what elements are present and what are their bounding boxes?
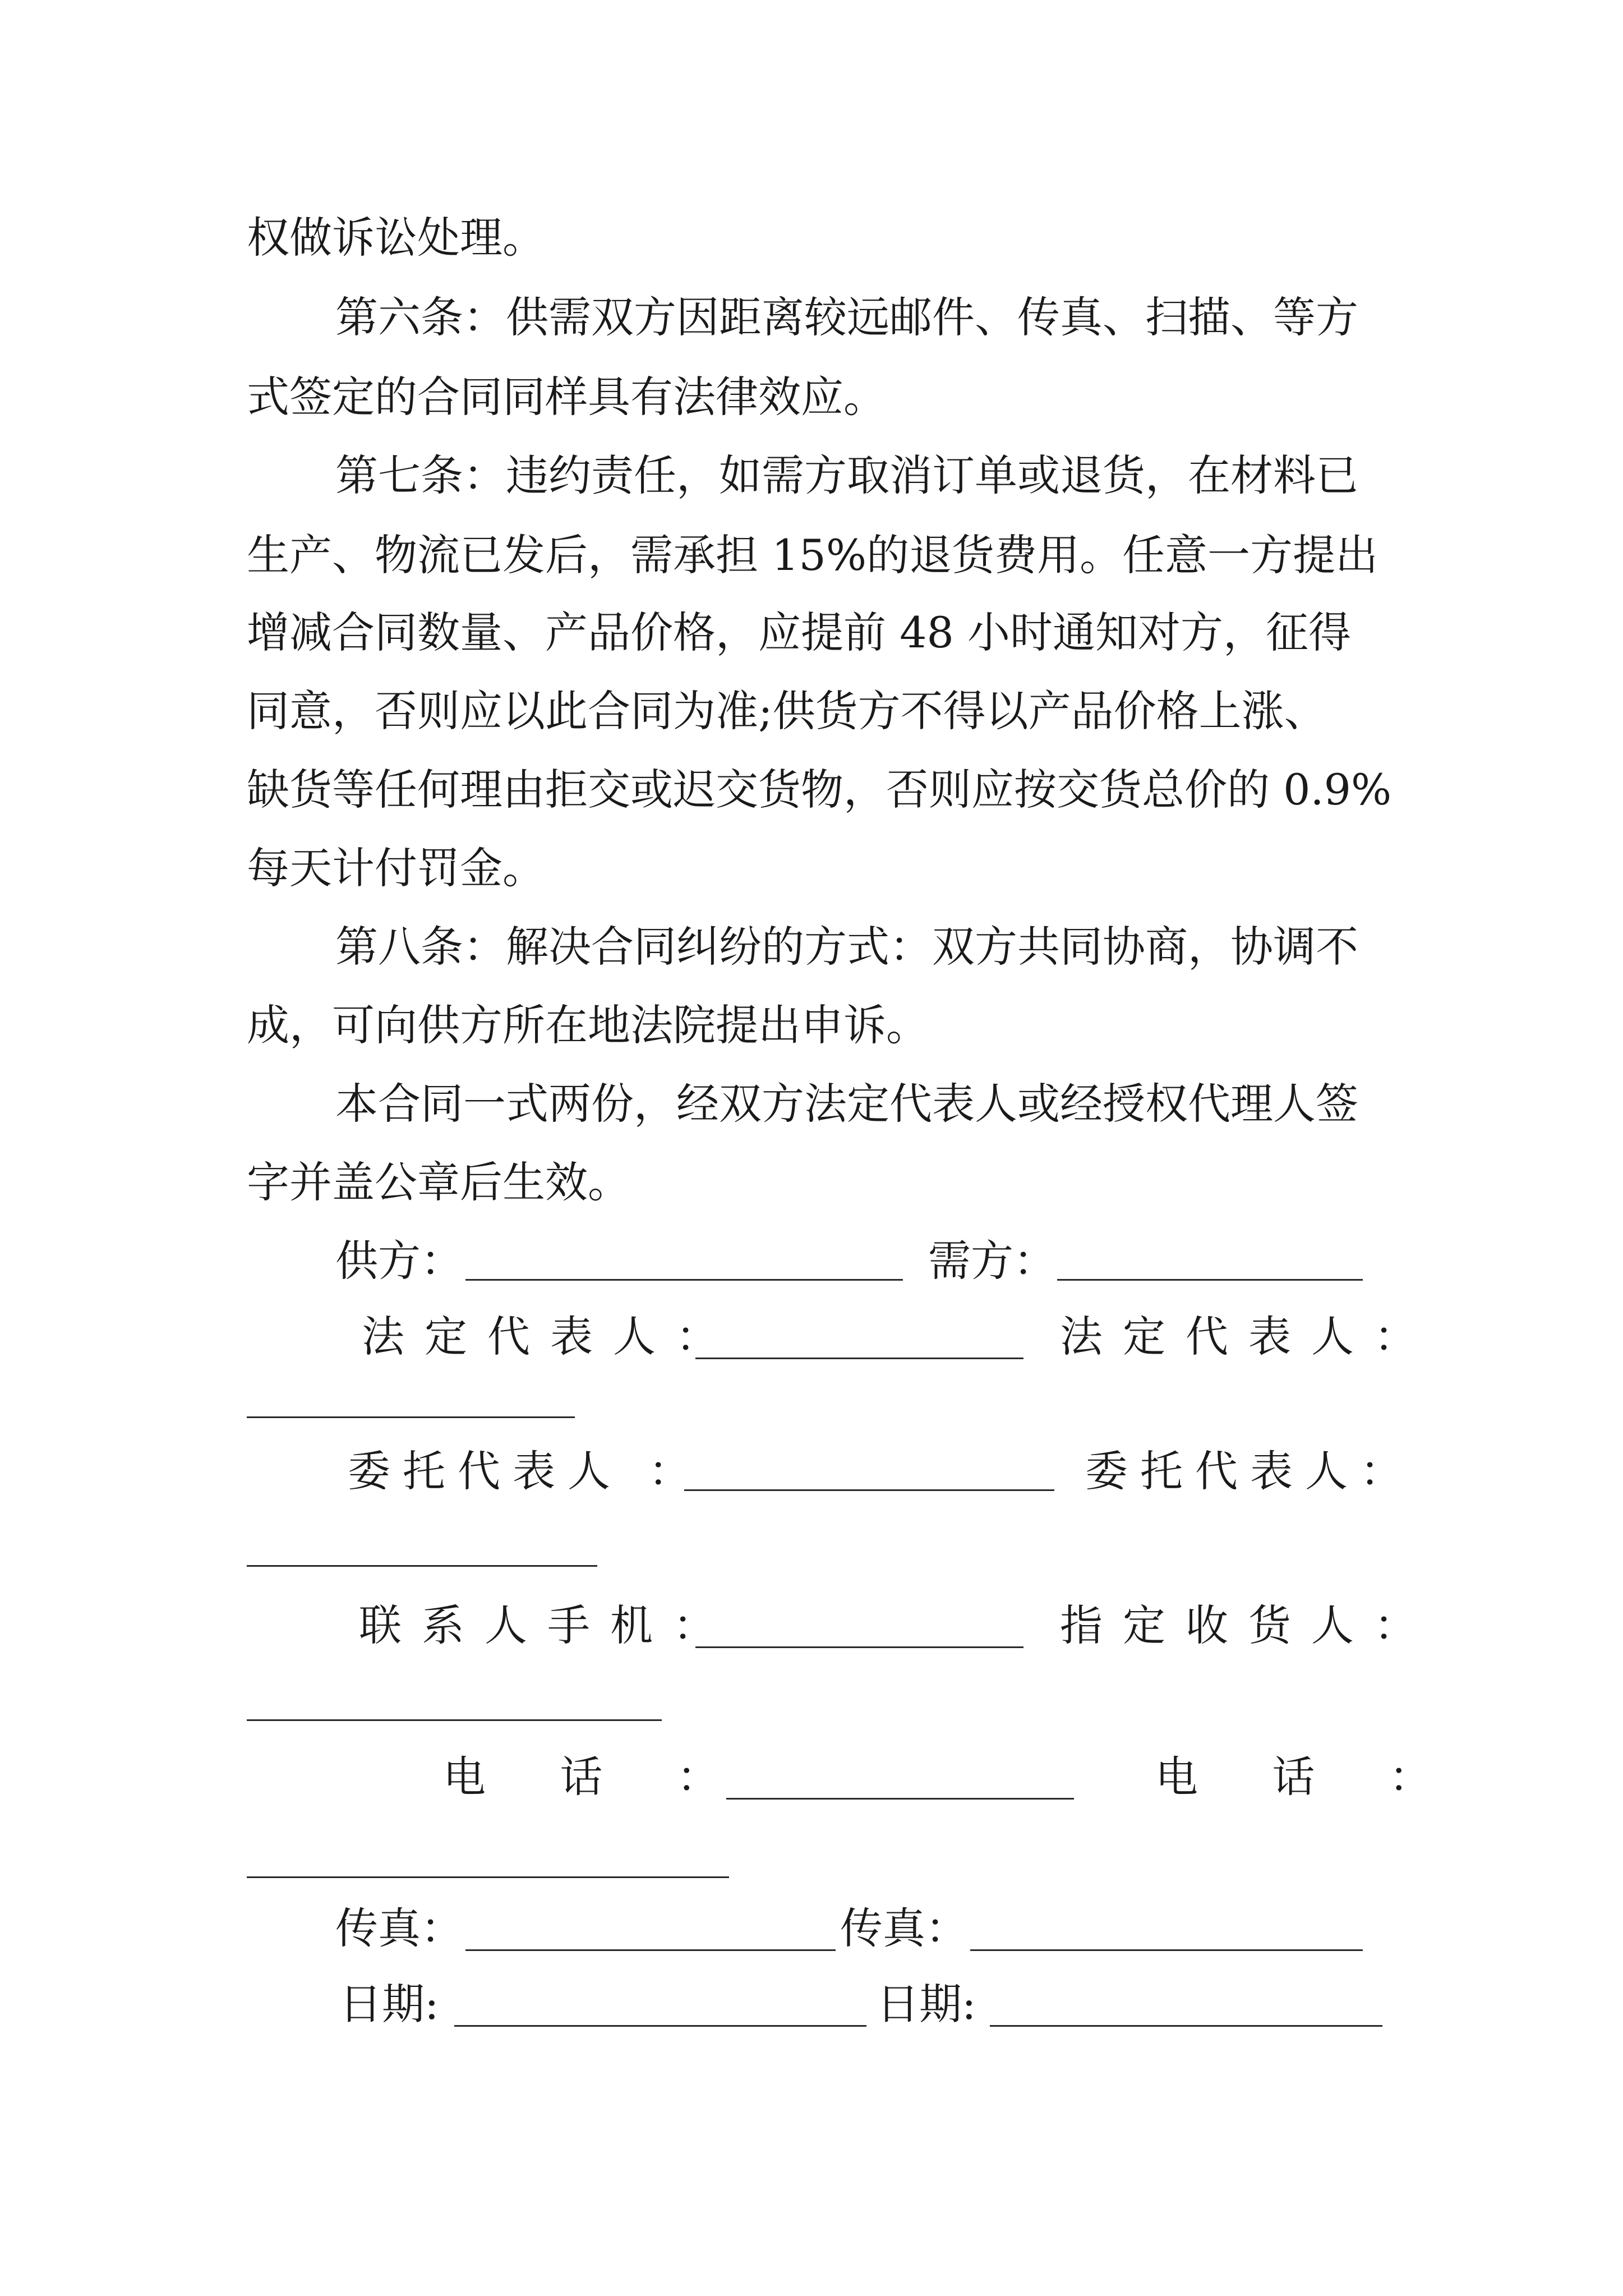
supplier-phone-label: 电 话 ： (443, 1752, 735, 1802)
buyer-fax-label: 传真： (840, 1903, 968, 1953)
supplier-fax-label: 传真： (335, 1903, 463, 1953)
article-7-line-6: 每天计付罚金。 (247, 843, 545, 893)
supplier-phone-line (726, 1798, 1074, 1800)
supplier-legal-rep-label: 法定代表人： (362, 1312, 739, 1361)
article-7-line-3: 增减合同数量、产品价格，应提前 48 小时通知对方，征得 (247, 608, 1352, 657)
buyer-entrusted-rep-line (247, 1565, 597, 1567)
buyer-date-line (990, 2025, 1382, 2027)
supplier-legal-rep-line (695, 1358, 1023, 1359)
buyer-label: 需方： (928, 1236, 1056, 1286)
supplier-entrusted-rep-line (684, 1489, 1054, 1491)
designated-receiver-line (247, 1719, 662, 1721)
line-1: 权做诉讼处理。 (247, 213, 545, 263)
designated-receiver-label: 指定收货人： (1060, 1600, 1437, 1650)
buyer-entrusted-rep-label: 委托代表人： (1085, 1446, 1415, 1496)
supplier-date-label: 日期: (339, 1979, 439, 2029)
supplier-date-line (454, 2025, 866, 2027)
article-6-line-1: 第六条：供需双方因距离较远邮件、传真、扫描、等方 (335, 292, 1358, 342)
buyer-fax-line (970, 1949, 1363, 1951)
closing-line-1: 本合同一式两份，经双方法定代表人或经授权代理人签 (335, 1079, 1358, 1129)
buyer-signature-line (1057, 1279, 1363, 1281)
article-8-line-1: 第八条：解决合同纠纷的方式：双方共同协商，协调不 (335, 922, 1358, 972)
buyer-phone-line (247, 1876, 729, 1878)
supplier-fax-line (465, 1949, 836, 1951)
buyer-date-label: 日期: (877, 1979, 976, 2029)
buyer-legal-rep-line (247, 1416, 575, 1418)
supplier-label: 供方： (335, 1236, 463, 1286)
buyer-phone-label: 电 话 ： (1155, 1752, 1447, 1802)
article-7-line-5: 缺货等任何理由拒交或迟交货物，否则应按交货总价的 0.9% (247, 765, 1392, 815)
supplier-entrusted-rep-label: 委托代表人 ： (348, 1446, 704, 1496)
contact-mobile-line (695, 1646, 1023, 1648)
buyer-legal-rep-label: 法定代表人： (1060, 1312, 1437, 1361)
article-8-line-2: 成，可向供方所在地法院提出申诉。 (247, 1000, 929, 1050)
article-6-line-2: 式签定的合同同样具有法律效应。 (247, 372, 886, 422)
article-7-line-1: 第七条：违约责任，如需方取消订单或退货，在材料已 (335, 450, 1358, 500)
supplier-signature-line (465, 1279, 903, 1281)
article-7-line-2: 生产、物流已发后，需承担 15%的退货费用。任意一方提出 (247, 530, 1378, 580)
article-7-line-4: 同意，否则应以此合同为准;供货方不得以产品价格上涨、 (247, 686, 1327, 736)
closing-line-2: 字并盖公章后生效。 (247, 1157, 630, 1207)
contact-mobile-label: 联系人手机： (359, 1600, 736, 1650)
